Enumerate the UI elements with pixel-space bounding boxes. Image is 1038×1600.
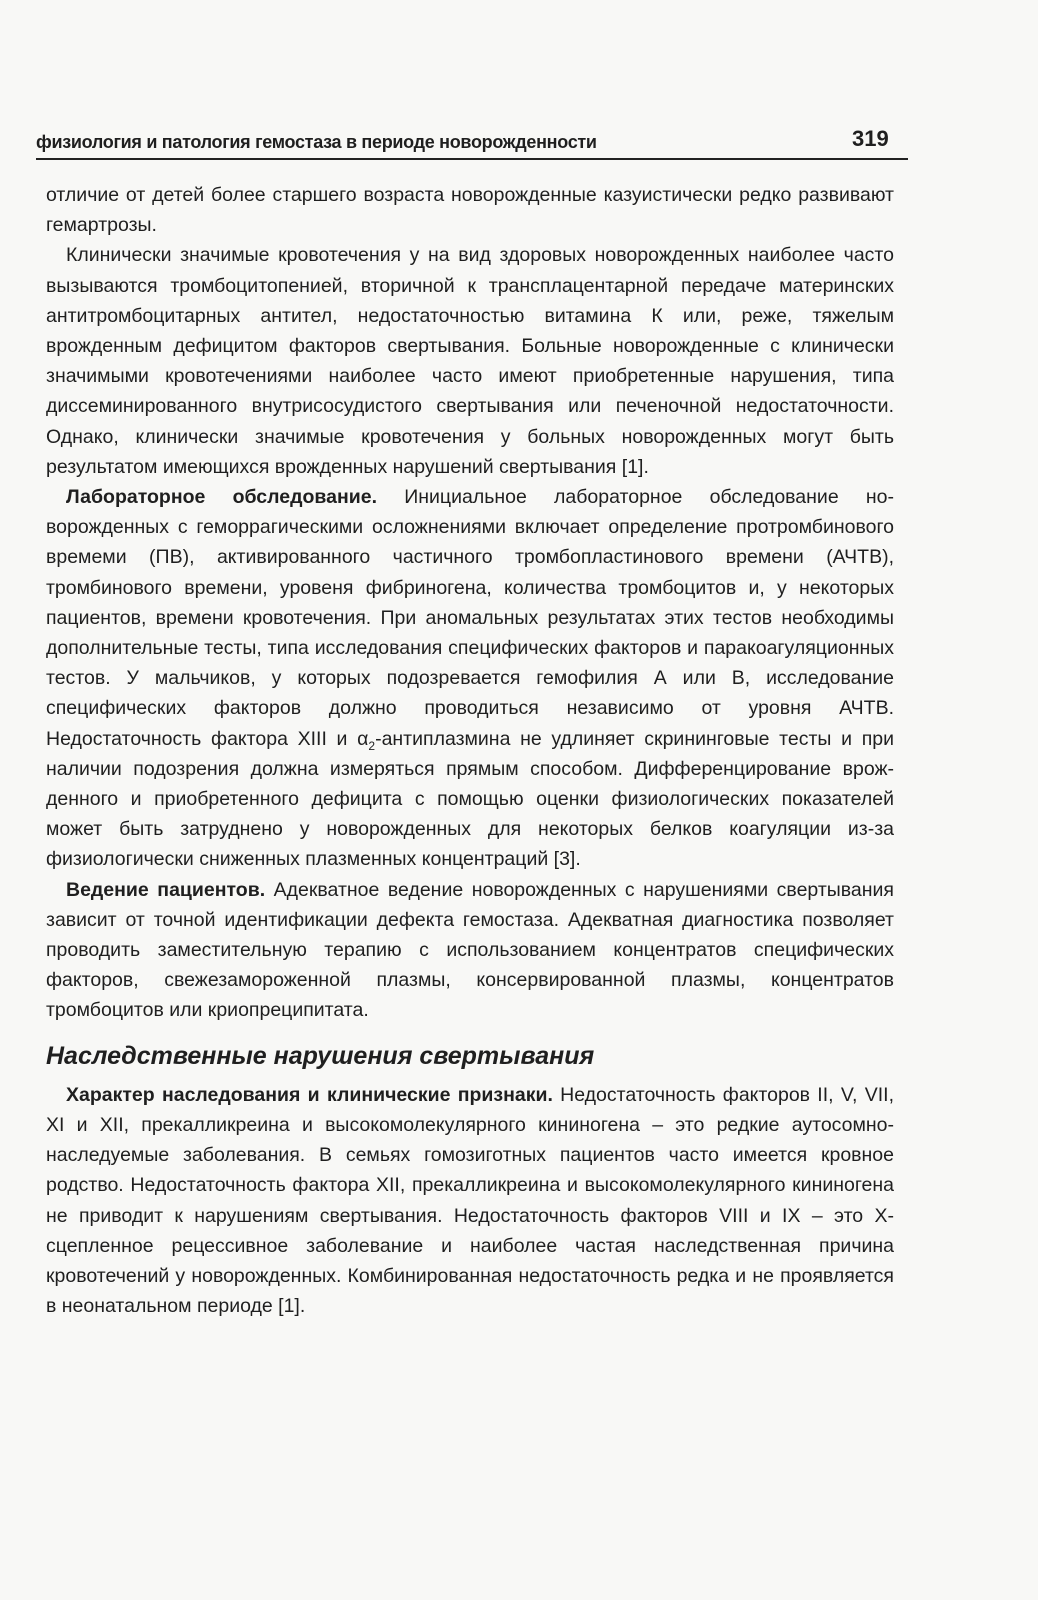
paragraph-continuation: отличие от детей более старшего возраста новорожденные казуистически редко развивают гемартрозы. (46, 184, 894, 237)
inheritance-text: Недостаточность факторов II, V, VII, XI и XII, прекалликреина и высокомолекулярного кининогена – это редкие аутосомно-наследуемые заболевания. В семьях гомозиготных пациентов часто имеется кровное родство. Недостаточность фактора XII, прекалликреина и высокомолекулярного кининогена не приводит к нарушениям свертывания. Недостаточность факторов VIII и IX – это X-сцепленное рецессивное заболевание и наиболее частая наследственная причина кровотечений у новорожденных. Комбинированная недостаточность редка и не проявляется в неонатальном периоде [1]. (46, 1083, 894, 1318)
running-header (36, 126, 908, 160)
paragraph-management (46, 875, 894, 1026)
body-text (46, 180, 894, 1321)
paragraph-inheritance (46, 1080, 894, 1322)
page-number: 319 (852, 126, 889, 151)
runin-heading-inheritance: Характер наследования и клинические признаки. (66, 1083, 553, 1106)
running-title: физиология и патология гемостаза в периоде новорожденности (36, 132, 597, 152)
section-heading: Наследственные нарушения свертывания (46, 1041, 595, 1070)
runin-heading-management: Ведение пациентов. (66, 878, 266, 901)
paragraph-clinical-bleeding: Клинически значимые кровотечения у на вид здоровых новорожденных наиболее часто вызываются тромбоцитопенией, вторичной к трансплацентарной передаче материнских антитромбоцитарных антител, недостаточностью витамина К или, реже, тяжелым врожденным дефицитом факторов свертывания. Больные новорожденные с клинически значимыми кровотечениями наиболее часто имеют приобретенные нарушения, типа диссеминированного внутрисосудистого свертывания или печеночной недостаточности. Однако, клинически значимые кровотечения у больных новорожденных могут быть результатом имеющихся врожденных нарушений свертывания [1]. (46, 244, 894, 478)
laboratory-text-part-1: Инициальное лабораторное обследование новорожденных с геморрагическими осложнениями включает определение протромбинового времеми (ПВ), активированного частичного тромбопластинового времени (АЧТВ), тромбинового времени, уровеня фибриногена, количества тромбоцитов и, у некоторых пациентов, времени кровотечения. При аномальных результатах этих тестов необходимы дополнительные тесты, типа исследования специфических факторов и паракоагуляционных тестов. У мальчиков, у которых подозревается гемофилия А или В, исследование специфических факторов должно проводиться независимо от уровня АЧТВ. Недостаточность фактора XIII и α (46, 486, 894, 750)
paragraph-laboratory (46, 482, 894, 875)
runin-heading-laboratory: Лабораторное обследование. (66, 486, 378, 509)
management-text: Адекватное ведение новорожденных с нарушениями свертывания зависит от точной идентификации дефекта гемостаза. Адекватная диагностика позволяет проводить заместительную терапию с использованием концентратов специфических факторов, свежезамороженной плазмы, консервированной плазмы, концентратов тромбоцитов или криопреципитата. (46, 878, 894, 1022)
laboratory-text-part-2: -антиплазмина не удлиняет скрининговые тесты и при наличии подозрения должна измеряться прямым способом. Дифференцирование врожденного и приобретенного дефицита с помощью оценки физиологических показателей может быть затруднено у новорожденных для некоторых белков коагуляции из-за физиологически сниженных плазменных концентраций [3]. (46, 727, 894, 871)
alpha-subscript: 2 (368, 738, 376, 753)
